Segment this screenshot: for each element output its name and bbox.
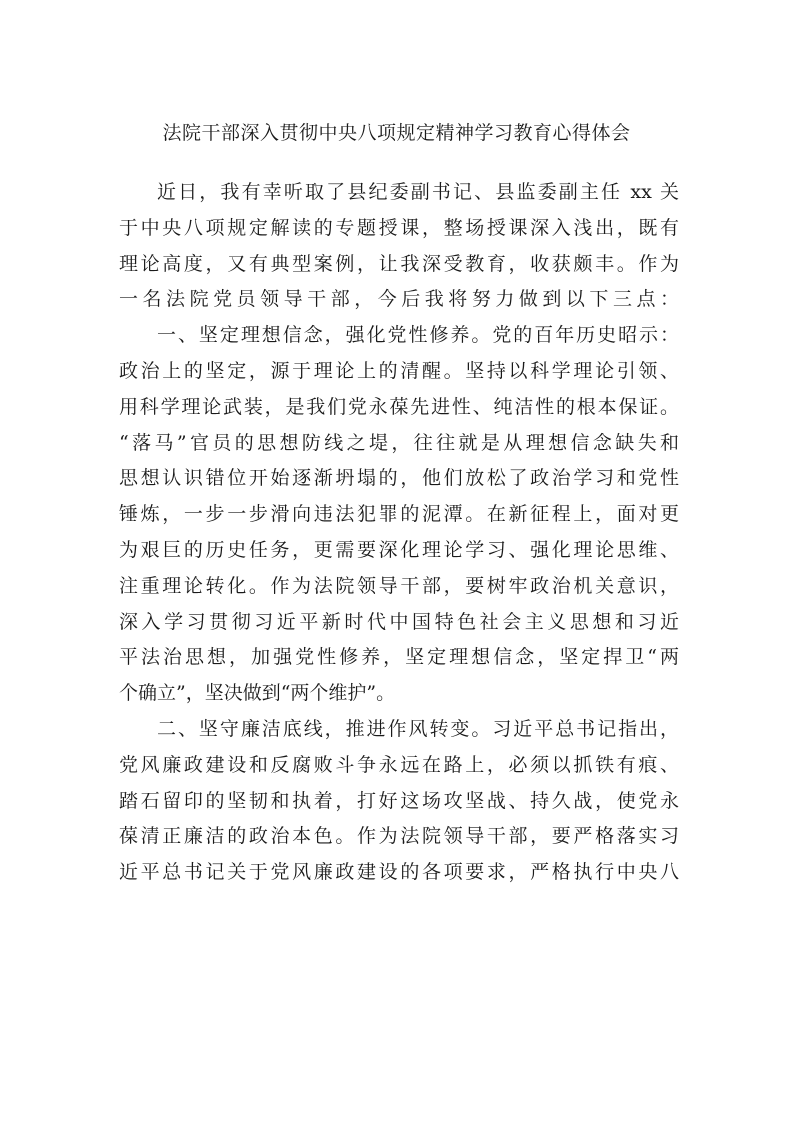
paragraph-3-line-3: 踏石留印的坚韧和执着，打好这场攻坚战、持久战，使党永 xyxy=(119,789,679,812)
paragraph-2-line-10: 平法治思想，加强党性修养，坚定理想信念，坚定捍卫“两 xyxy=(119,646,679,669)
paragraph-3-line-1: 二、坚守廉洁底线，推进作风转变。习近平总书记指出， xyxy=(157,717,679,740)
paragraph-2-line-7: 为艰巨的历史任务，更需要深化理论学习、强化理论思维、 xyxy=(119,538,679,561)
paragraph-1-line-4: 一名法院党员领导干部，今后我将努力做到以下三点： xyxy=(119,288,679,311)
paragraph-3-line-5: 近平总书记关于党风廉政建设的各项要求，严格执行中央八 xyxy=(119,861,679,884)
paragraph-3-line-2: 党风廉政建设和反腐败斗争永远在路上，必须以抓铁有痕、 xyxy=(119,753,679,776)
paragraph-2-line-6: 锤炼，一步一步滑向违法犯罪的泥潭。在新征程上，面对更 xyxy=(119,503,679,526)
paragraph-2-line-8: 注重理论转化。作为法院领导干部，要树牢政治机关意识， xyxy=(119,574,679,597)
paragraph-1-line-3: 理论高度，又有典型案例，让我深受教育，收获颇丰。作为 xyxy=(119,252,679,275)
paragraph-2-line-3: 用科学理论武装，是我们党永葆先进性、纯洁性的根本保证。 xyxy=(119,395,679,418)
paragraph-3-line-4: 葆清正廉洁的政治本色。作为法院领导干部，要严格落实习 xyxy=(119,825,679,848)
paragraph-2-line-1: 一、坚定理想信念，强化党性修养。党的百年历史昭示： xyxy=(157,324,679,347)
paragraph-1-line-1: 近日，我有幸听取了县纪委副书记、县监委副主任 xx 关 xyxy=(157,181,679,203)
paragraph-2-line-9: 深入学习贯彻习近平新时代中国特色社会主义思想和习近 xyxy=(119,610,679,633)
paragraph-1-line-2: 于中央八项规定解读的专题授课，整场授课深入浅出，既有 xyxy=(119,216,679,239)
paragraph-2-line-4: “落马”官员的思想防线之堤，往往就是从理想信念缺失和 xyxy=(119,431,679,454)
paragraph-2-line-5: 思想认识错位开始逐渐坍塌的，他们放松了政治学习和党性 xyxy=(119,467,679,490)
paragraph-2-line-2: 政治上的坚定，源于理论上的清醒。坚持以科学理论引领、 xyxy=(119,359,679,382)
document-body xyxy=(119,175,679,891)
document-title: 法院干部深入贯彻中央八项规定精神学习教育心得体会 xyxy=(162,122,631,144)
paragraph-2-line-11: 个确立”，坚决做到“两个维护”。 xyxy=(119,682,396,705)
